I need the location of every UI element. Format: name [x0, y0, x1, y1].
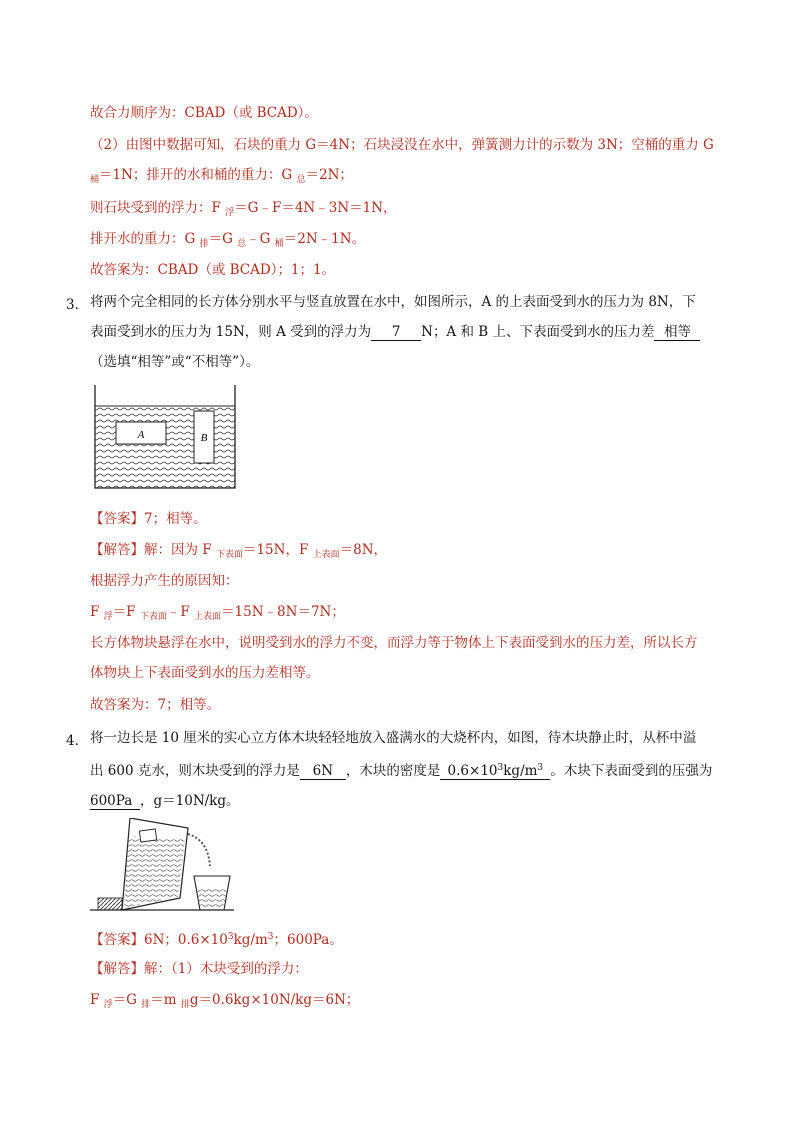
q2-final-answer: 故答案为：CBAD（或 BCAD）；1；1。: [90, 262, 336, 278]
q4-answer-tag: 【答案】: [90, 932, 144, 948]
q2-data-line: （2）由图中数据可知，石块的重力 G＝4N；石块浸没在水中，弹簧测力计的示数为 3N；空桶的重力 G: [90, 137, 714, 153]
q4-analysis-tag: 【解答】: [90, 961, 144, 977]
q3-number: 3．: [66, 297, 89, 313]
q4-blank-pressure: 600Pa: [90, 793, 140, 810]
q3-stem-line1: 将两个完全相同的长方体分别水平与竖直放置在水中，如图所示，A 的上表面受到水的压力为 8N，下: [90, 294, 696, 310]
q2-order-line: 故合力顺序为：CBAD（或 BCAD）。: [90, 105, 318, 121]
q4-formula-line: F $_浮$＝G $_排$＝m $_排$g＝0.6kg×10N/kg＝6N；: [90, 992, 360, 1010]
q3-analysis-line: 【解答】解：因为 F $_{下表面}$＝15N，F $_{上表面}$＝8N，: [90, 542, 388, 560]
q3-stem-line2: 表面受到水的压力为 15N，则 A 受到的浮力为 7 N；A 和 B 上、下表面受到水的压力差 相等: [90, 323, 700, 341]
q3-stem-line3: （选填“相等”或“不相等”）。: [90, 354, 260, 370]
q2-displaced-weight-line: 排开水的重力：G $_排$＝G $_总$﹣G $_桶$＝2N﹣1N。: [90, 231, 366, 249]
q3-reason-line: 根据浮力产生的原因知：: [90, 573, 239, 589]
q3-final-answer: 故答案为：7；相等。: [90, 697, 221, 713]
q3-answer-tag: 【答案】: [90, 511, 144, 527]
q4-stem-line3: 600Pa ，g＝10N/kg。: [90, 793, 240, 809]
q4-overflow-beaker-figure: [88, 818, 238, 914]
q4-number: 4．: [66, 733, 89, 749]
q3-explain-line2: 体物块上下表面受到水的压力差相等。: [90, 665, 320, 681]
q3-water-tank-figure: [90, 382, 240, 492]
q3-formula-line: F $_浮$＝F $_{下表面}$﹣F $_{上表面}$＝15N﹣8N＝7N；: [90, 604, 345, 622]
q4-answer-line: 【答案】6N；$0.6\times 10^3kg/m^3$；600Pa。: [90, 932, 343, 948]
q2-buoyancy-line: 则石块受到的浮力：F $_浮$＝G﹣F＝4N﹣3N＝1N，: [90, 200, 397, 218]
q4-analysis-line: 【解答】解：（1）木块受到的浮力：: [90, 961, 308, 977]
q3-explain-line1: 长方体物块悬浮在水中，说明受到水的浮力不变，而浮力等于物体上下表面受到水的压力差，所以长方: [90, 635, 698, 651]
q2-data-line-cont: $_桶$＝1N；排开的水和桶的重力：G $_总$＝2N；: [90, 167, 353, 185]
q3-label-b: B: [200, 432, 208, 444]
q3-blank-buoyancy: 7: [371, 324, 421, 341]
q3-label-a: A: [137, 429, 145, 441]
q3-analysis-tag: 【解答】: [90, 542, 144, 558]
q4-blank-buoyancy: 6N: [300, 763, 346, 780]
q3-blank-pressure-diff: 相等: [654, 324, 700, 341]
q4-blank-density: $0.6\times 10^3kg/m^3$: [440, 760, 550, 780]
q4-stem-line1: 将一边长是 10 厘米的实心立方体木块轻轻地放入盛满水的大烧杯内，如图，待木块静止时，从杯中溢: [90, 730, 697, 746]
q4-stem-line2: 出 600 克水，则木块受到的浮力是 6N ，木块的密度是 $0.6\times 10^3kg/m^3$ 。木块下表面受到的压强为: [90, 760, 712, 780]
q3-answer-line: 【答案】7；相等。: [90, 511, 207, 527]
